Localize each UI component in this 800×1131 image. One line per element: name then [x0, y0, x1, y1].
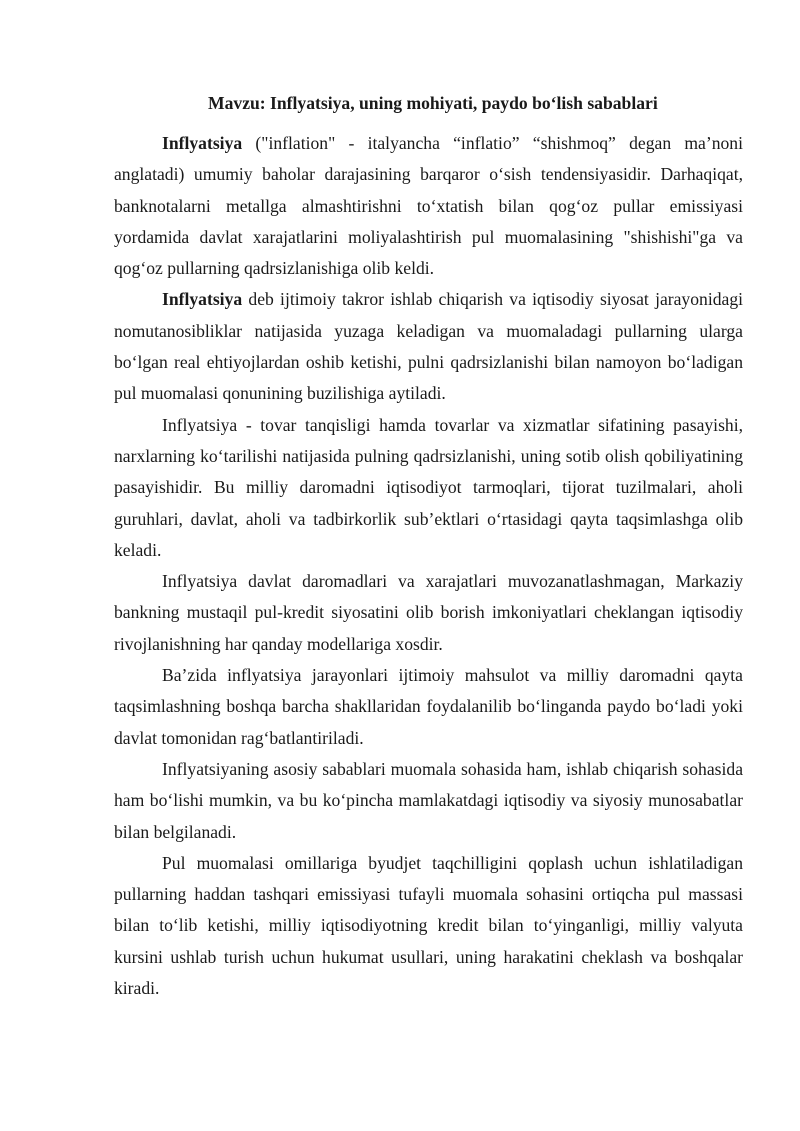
paragraph-text: deb ijtimoiy takror ishlab chiqarish va iqtisodiy siyosat jarayonidagi nomutanosibliklar natijasida yuzaga keladigan va muomaladagi pullarning ularga bo‘lgan real ehtiyojlardan oshib ketishi, pulni qadrsizlanishi bilan namoyon bo‘ladigan pul muomalasi qonunining buzilishiga aytiladi. [114, 289, 743, 404]
paragraph-text: Ba’zida inflyatsiya jarayonlari ijtimoiy mahsulot va milliy daromadni qayta taqsimlashning boshqa barcha shakllaridan foydalanilib bo‘linganda paydo bo‘ladi yoki davlat tomonidan rag‘batlantiriladi. [114, 665, 743, 748]
page-title: Mavzu: Inflyatsiya, uning mohiyati, paydo bo‘lish sabablari [208, 93, 658, 113]
paragraph-text: ("inflation" - italyancha “inflatio” “shishmoq” degan ma’noni anglatadi) umumiy baholar darajasining barqaror o‘sish tendensiyasidir. Darhaqiqat, banknotalarni metallga almashtirishni to‘xtatish bilan qog‘oz pullar emissiyasi yordamida davlat xarajatlarini moliyalashtirish pul muomalasining "shishishi"ga va qog‘oz pullarning qadrsizlanishiga olib keldi. [114, 133, 743, 279]
term-highlight: Inflyatsiya [162, 289, 243, 310]
paragraph-3 [114, 410, 743, 566]
paragraph-text: Inflyatsiya davlat daromadlari va xarajatlari muvozanatlashmagan, Markaziy bankning mustaqil pul-kredit siyosatini olib borish imkoniyatlari cheklangan iqtisodiy rivojlanishning har qanday modellariga xosdir. [114, 571, 743, 654]
paragraph-4 [114, 566, 743, 660]
paragraph-text: Inflyatsiya - tovar tanqisligi hamda tovarlar va xizmatlar sifatining pasayishi, narxlarning ko‘tarilishi natijasida pulning qadrsizlanishi, uning sotib olish qobiliyatining pasayishidir. Bu milliy daromadni iqtisodiyot tarmoqlari, tijorat tuzilmalari, aholi guruhlari, davlat, aholi va tadbirkorlik sub’ektlari o‘rtasidagi qayta taqsimlashga olib keladi. [114, 414, 743, 560]
paragraph-text: Pul muomalasi omillariga byudjet taqchilligini qoplash uchun ishlatiladigan pullarning haddan tashqari emissiyasi tufayli muomala sohasini ortiqcha pul massasi bilan to‘lib ketishi, milliy iqtisodiyotning kredit bilan to‘yinganligi, milliy valyuta kursini ushlab turish uchun hukumat usullari, uning harakatini cheklash va boshqalar kiradi. [114, 852, 743, 999]
term-highlight: Inflyatsiya [162, 133, 243, 153]
document-body [114, 88, 743, 1004]
paragraph-1 [114, 128, 743, 284]
paragraph-6 [114, 754, 743, 848]
paragraph-7 [114, 848, 743, 1004]
paragraph-5 [114, 660, 743, 754]
paragraph-2 [114, 284, 743, 409]
paragraph-text: Inflyatsiyaning asosiy sabablari muomala sohasida ham, ishlab chiqarish sohasida ham bo‘lishi mumkin, va bu ko‘pincha mamlakatdagi iqtisodiy va siyosiy munosabatlar bilan belgilanadi. [114, 758, 743, 842]
